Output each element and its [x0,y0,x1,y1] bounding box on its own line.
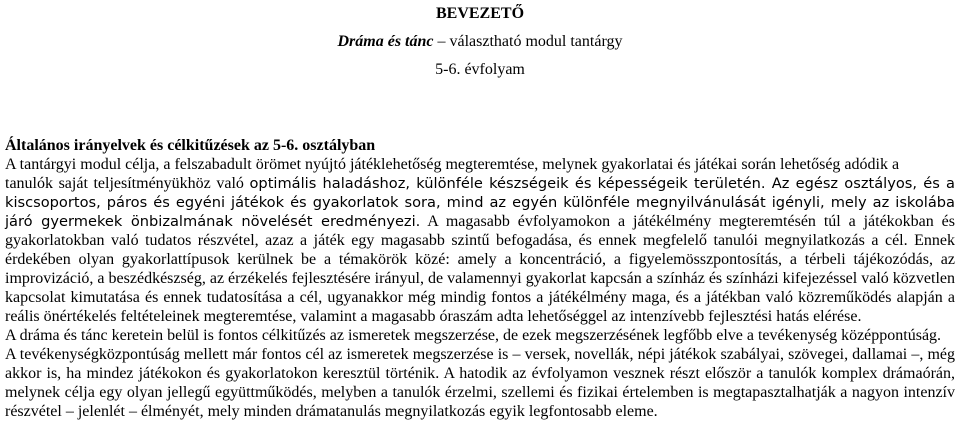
grade-level: 5-6. évfolyam [435,61,525,78]
paragraph-goals [5,155,955,326]
paragraph-knowledge: A dráma és tánc keretein belül is fontos célkitűzés az ismeretek megszerzése, de ezek megszerzésének legfőbb elve a tevékenység középpontúság. [5,327,942,344]
paragraph-goals-line1: A tantárgyi modul célja, a felszabadult örömet nyújtó játéklehetőség megteremtése, melynek gyakorlatai és játékai során lehetőség adódik a [5,156,900,173]
paragraph-goals-higher-grades: A magasabb évfolyamokon a játékélmény megteremtésén túl a játékokban és gyakorlatokban való tudatos részvétel, azaz a játék egy magasabb szintű befogadása, és ennek megfelelő tanulói megnyilatkozás a cél. Ennek érdekében olyan gyakorlattípusok kerülnek be a témakörök közé: amely a koncentráció, a figyelemösszpontosítás, a térbeli tájékozódás, az improvizáció, a beszédkészség, az érzékelés fejlesztésére irányul, de valamennyi gyakorlat kapcsán a színház és színházi kifejezéssel való közvetlen kapcsolat kimutatása és ennek tudatosítása a cél, ugyanakkor még mindig fontos a játékélmény maga, és a játékban való közreműködés alapján a reális önértékelés feltételeinek megteremtése, valamint a magasabb óraszám adta lehetőséggel az intenzívebb fejlesztési hatás elérése. [5,213,955,325]
document-subtitle [5,31,955,53]
paragraph-goals-line2-start: tanulók saját teljesítményükhöz való [5,175,250,192]
document-title: BEVEZETŐ [435,5,525,22]
document-header [5,3,955,81]
document-page [5,0,955,421]
paragraph-activity: A tevékenységközpontúság mellett már fontos cél az ismeretek megszerzése is – versek, novellák, népi játékok szabályai, szövegei, dallamai –, még akkor is, ha mindez játékokon és gyakorlatokon keresztül történik. A hatodik az évfolyamon vesznek részt először a tanulók komplex drámaórán, melynek célja egy olyan jellegű együttműködés, melyben a tanulók érzelmi, szellemi és fizikai értelemben is megtapasztalhatják a nagyon intenzív részvétel – jelenlét – élményét, mely minden drámatanulás megnyilatkozás egyik legfontosabb eleme. [5,346,955,420]
paragraph-goals-group-games: Az egész osztályos, és a kiscsoportos, páros és egyéni játékok és gyakorlatok sora, mind az egyén különféle megnyilvánulását igényli, mely az iskolába járó gyermekek önbizalmának növelését eredményezi. [5,175,955,230]
section-heading: Általános irányelvek és célkitűzések az 5-6. osztályban [5,137,376,154]
paragraph-goals-line2-end: optimális haladáshoz, különféle készségeik és képességeik területén. [249,175,766,192]
subject-name: Dráma és tánc [337,33,434,50]
subject-type: – választható modul tantárgy [437,33,623,50]
